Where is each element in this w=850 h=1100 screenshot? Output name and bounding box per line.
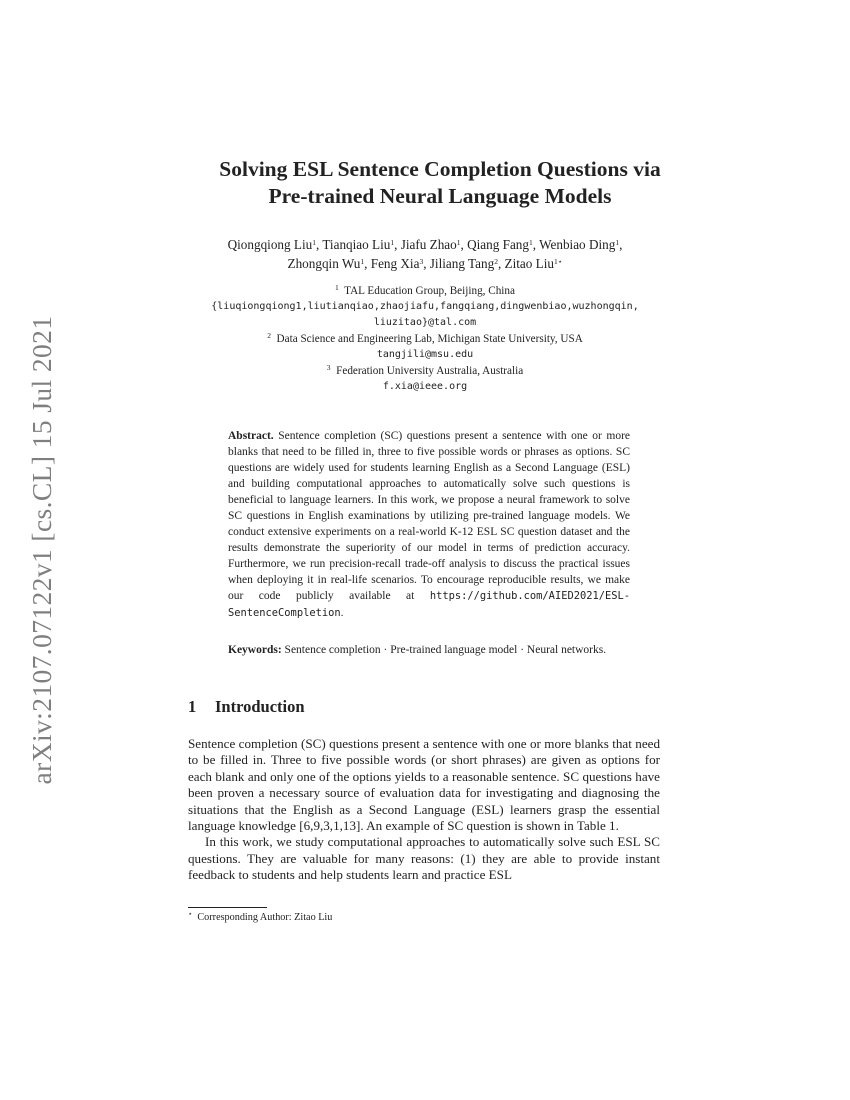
author: Tianqiao Liu <box>322 237 391 252</box>
author-list <box>180 235 670 273</box>
author: Wenbiao Ding <box>539 237 616 252</box>
author-affiliation-mark: 1 <box>360 257 365 266</box>
affiliations <box>160 283 690 395</box>
author-affiliation-mark: 1 <box>529 238 533 247</box>
affiliation-mark: 3 <box>326 363 331 372</box>
author: Jiafu Zhao <box>400 237 457 252</box>
affiliation-mark: 2 <box>267 331 271 340</box>
affiliation-2-email: tangjili@msu.edu <box>376 349 474 360</box>
footnote-text: Corresponding Author: Zitao Liu <box>197 912 333 923</box>
affiliation-3-name: Federation University Australia, Australia <box>336 365 524 377</box>
author-affiliation-mark: 1⋆ <box>554 257 563 266</box>
abstract-end: . <box>340 606 344 619</box>
author-affiliation-mark: 3 <box>419 257 424 266</box>
author: Qiang Fang <box>467 237 529 252</box>
affiliation-1 <box>160 283 690 299</box>
section-title: Introduction <box>215 697 305 716</box>
author-affiliation-mark: 1 <box>312 238 316 247</box>
affiliation-3-email: f.xia@ieee.org <box>382 381 468 392</box>
author: Feng Xia <box>370 256 420 271</box>
title-line-2: Pre-trained Neural Language Models <box>268 184 612 208</box>
author: Zitao Liu <box>504 256 554 271</box>
affiliation-1-emails-cont: liuzitao}@tal.com <box>373 317 477 328</box>
author-line-1: Qiongqiong Liu$^1$, Tianqiao Liu$^1$, Jiafu Zhao$^1$, Qiang Fang$^1$, Wenbiao Ding$^1$, <box>227 237 623 252</box>
keywords <box>228 642 630 658</box>
footnote <box>188 910 332 923</box>
affiliation-mark: 1 <box>335 283 339 292</box>
affiliation-3 <box>160 363 690 379</box>
keywords-text: Sentence completion · Pre-trained language model · Neural networks. <box>284 644 607 656</box>
footnote-divider <box>188 907 267 908</box>
author: Zhongqin Wu <box>287 256 361 271</box>
introduction-body <box>188 736 660 884</box>
author-line-2: Zhongqin Wu$^1$, Feng Xia$^3$, Jiliang Tang$^2$, Zitao Liu$^{1⋆}$ <box>287 256 563 271</box>
abstract <box>228 428 630 621</box>
title-line-1: Solving ESL Sentence Completion Questions via <box>219 157 661 181</box>
affiliation-1-emails: {liuqiongqiong1,liutianqiao,zhaojiafu,fangqiang,dingwenbiao,wuzhongqin, <box>211 301 639 312</box>
arxiv-identifier: arXiv:2107.07122v1 [cs.CL] 15 Jul 2021 <box>26 315 57 785</box>
code-repository-link[interactable]: https://github.com/AIED2021/ESL-SentenceCompletion <box>228 590 631 619</box>
author-affiliation-mark: 1 <box>615 238 620 247</box>
footnote-mark: ⋆ <box>188 910 193 918</box>
affiliation-1-name: TAL Education Group, Beijing, China <box>344 285 515 297</box>
section-heading <box>188 697 305 717</box>
author-affiliation-mark: 2 <box>494 257 498 266</box>
paragraph: In this work, we study computational approaches to automatically solve such ESL SC questions. They are valuable for many reasons: (1) they are able to provide instant feedback to students and help students learn and practice ESL <box>188 834 660 883</box>
section-number: 1 <box>188 697 197 716</box>
abstract-text: Sentence completion (SC) questions present a sentence with one or more blanks that need to be filled in, three to five possible words or phrases as options. SC questions are widely used for students learning English as a Second Language (ESL) and building computational approaches to automatically solve such questions is beneficial to language learners. In this work, we propose a neural framework to solve SC questions in English examinations by utilizing pre-trained language models. We conduct extensive experiments on a real-world K-12 ESL SC question dataset and the results demonstrate the superiority of our model in terms of prediction accuracy. Furthermore, we run precision-recall trade-off analysis to discuss the practical issues when deploying it in real-life scenarios. To encourage reproducible results, we make our code publicly available at <box>228 430 631 603</box>
keywords-label: Keywords: <box>228 644 282 656</box>
paragraph: Sentence completion (SC) questions present a sentence with one or more blanks that need to be filled in. Three to five possible words (or short phrases) are given as options for each blank and only one of the options yields to a reasonable sentence. SC questions have been proven a necessary source of evaluation data for investigating and diagnosing the situations that the English as a Second Language (ESL) learners grasp the essential language knowledge [6,9,3,1,13]. An example of SC question is shown in Table 1. <box>188 736 660 834</box>
affiliation-2 <box>160 331 690 347</box>
author-affiliation-mark: 1 <box>390 238 395 247</box>
author-affiliation-mark: 1 <box>456 238 461 247</box>
author: Qiongqiong Liu <box>227 237 313 252</box>
paper-title <box>150 156 730 210</box>
author: Jiliang Tang <box>429 256 495 271</box>
abstract-label: Abstract. <box>228 430 274 442</box>
affiliation-2-name: Data Science and Engineering Lab, Michigan State University, USA <box>276 333 583 345</box>
